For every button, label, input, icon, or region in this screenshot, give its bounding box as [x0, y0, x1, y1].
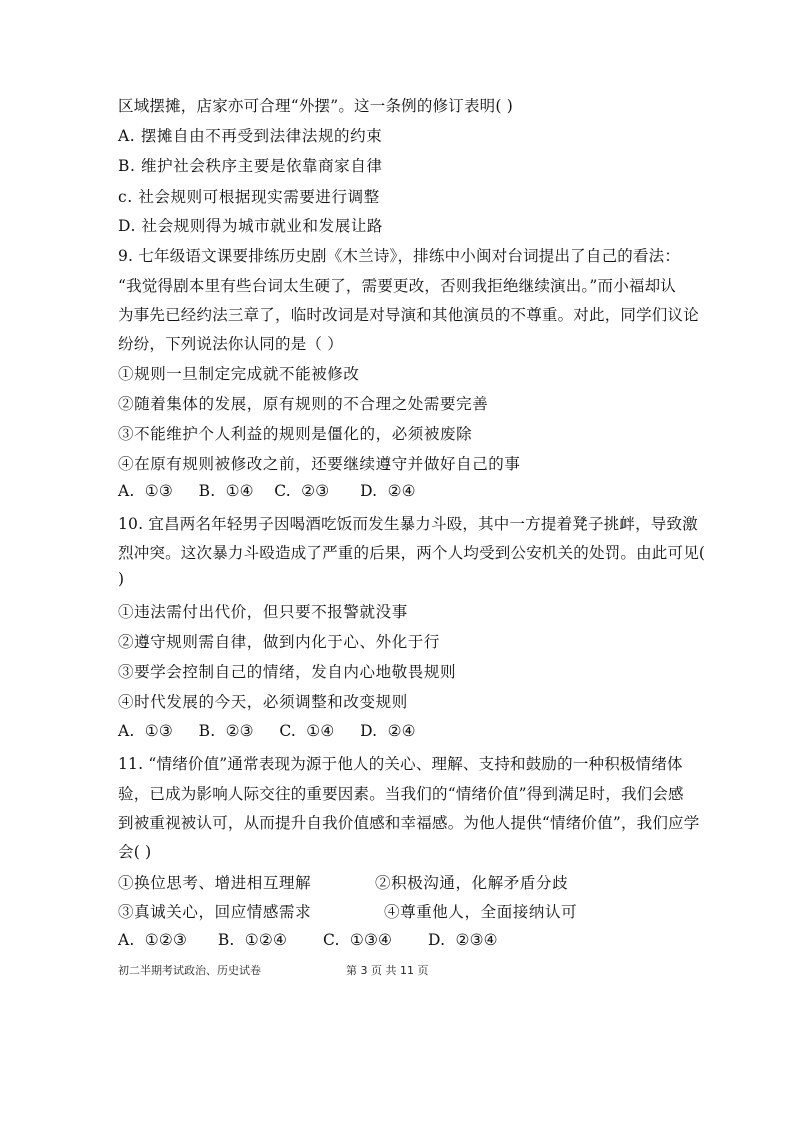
q8-option-a: A. 摆摊自由不再受到法律法规的约束 — [118, 127, 383, 145]
q11-stem-line-2: 验，已成为影响人际交往的重要因素。当我们的“情绪价值”得到满足时，我们会感 — [118, 785, 684, 803]
q11-stem-line-1: 11. “情绪价值”通常表现为源于他人的关心、理解、支持和鼓励的一种积极情绪体 — [118, 755, 683, 773]
q9-statement-2: ②随着集体的发展，原有规则的不合理之处需要完善 — [118, 395, 489, 413]
q11-stem-line-4: 会( ) — [118, 843, 152, 861]
q11-statement-4: ④尊重他人，全面接纳认可 — [384, 903, 578, 921]
q10-statement-4: ④时代发展的今天，必须调整和改变规则 — [118, 693, 408, 711]
q10-stem-line-3: ) — [118, 570, 125, 588]
q10-statement-3: ③要学会控制自己的情绪，发自内心地敬畏规则 — [118, 663, 457, 681]
q9-stem-line-3: 为事先已经约法三章了，临时改词是对导演和其他演员的不尊重。对此，同学们议论 — [118, 306, 699, 324]
q9-statement-3: ③不能维护个人利益的规则是僵化的，必须被废除 — [118, 425, 473, 443]
q9-statement-4: ④在原有规则被修改之前，还要继续遵守并做好自己的事 — [118, 455, 521, 473]
q8-stem-tail: 区域摆摊，店家亦可合理“外摆”。这一条例的修订表明( ) — [118, 97, 513, 115]
q10-statement-2: ②遵守规则需自律，做到内化于心、外化于行 — [118, 633, 441, 651]
q11-statement-1: ①换位思考、增进相互理解 — [118, 874, 312, 892]
q9-stem-line-1: 9. 七年级语文课要排练历史剧《木兰诗》，排练中小闽对台词提出了自己的看法： — [118, 247, 681, 265]
q8-option-d: D. 社会规则得为城市就业和发展让路 — [118, 217, 384, 235]
q10-stem-line-2: 烈冲突。这次暴力斗殴造成了严重的后果，两个人均受到公安机关的处罚。由此可见( — [118, 544, 706, 562]
q10-answer-options: A. ①③ B. ②③ C. ①④ D. ②④ — [118, 722, 416, 740]
q9-statement-1: ①规则一旦制定完成就不能被修改 — [118, 365, 360, 383]
footer-exam-title: 初二半期考试政治、历史试卷 — [118, 964, 261, 977]
q10-statement-1: ①违法需付出代价，但只要不报警就没事 — [118, 603, 408, 621]
q11-statement-2: ②积极沟通，化解矛盾分歧 — [375, 874, 569, 892]
footer-page-number: 第 3 页 共 11 页 — [346, 964, 429, 977]
q11-answer-options: A. ①②③ B. ①②④ C. ①③④ D. ②③④ — [118, 931, 498, 949]
q9-stem-line-2: “我觉得剧本里有些台词太生硬了，需要更改，否则我拒绝继续演出。”而小福却认 — [118, 277, 677, 295]
q8-option-b: B. 维护社会秩序主要是依靠商家自律 — [118, 157, 383, 175]
q11-stem-line-3: 到被重视被认可，从而提升自我价值感和幸福感。为他人提供“情绪价值”，我们应学 — [118, 814, 700, 832]
q11-statement-3: ③真诚关心，回应情感需求 — [118, 903, 312, 921]
q8-option-c: c. 社会规则可根据现实需要进行调整 — [118, 188, 380, 206]
q9-stem-line-4: 纷纷，下列说法你认同的是（ ） — [118, 335, 343, 353]
q10-stem-line-1: 10. 宜昌两名年轻男子因喝酒吃饭而发生暴力斗殴，其中一方提着凳子挑衅，导致激 — [118, 515, 698, 533]
q9-answer-options: A. ①③ B. ①④ C. ②③ D. ②④ — [118, 482, 416, 500]
